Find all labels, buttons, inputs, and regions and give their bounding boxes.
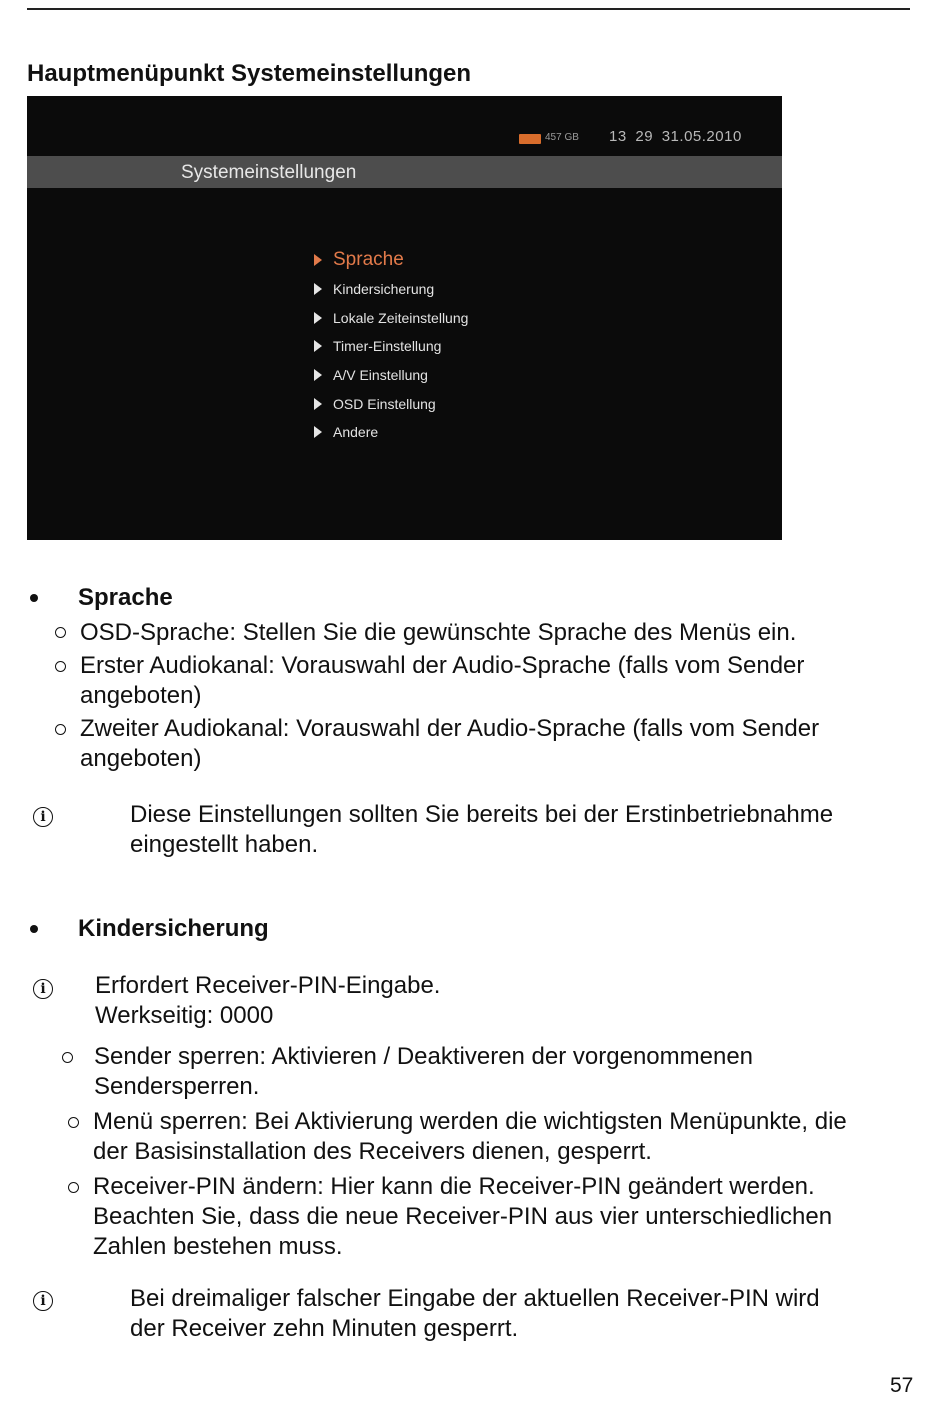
settings-menu	[314, 246, 468, 447]
sub-bullet-icon	[55, 627, 66, 638]
receiver-screenshot	[27, 96, 782, 540]
hdd-icon	[519, 134, 541, 144]
menu-item-osd-einstellung[interactable]	[314, 389, 468, 418]
list-item: Erster Audiokanal: Vorauswahl der Audio-Sprache (falls vom Sender	[80, 652, 805, 679]
arrow-right-icon	[314, 340, 322, 352]
bullet-icon	[30, 594, 38, 602]
page-title: Hauptmenüpunkt Systemeinstellungen	[27, 60, 472, 87]
menu-item-av-einstellung[interactable]	[314, 361, 468, 390]
menu-item-label: OSD Einstellung	[333, 395, 436, 412]
info-icon: i	[33, 979, 53, 999]
menu-item-timer-einstellung[interactable]	[314, 332, 468, 361]
list-item: Menü sperren: Bei Aktivierung werden die wichtigsten Menüpunkte, die	[93, 1108, 847, 1135]
sub-bullet-icon	[68, 1182, 79, 1193]
page-number: 57	[890, 1374, 914, 1397]
arrow-right-icon	[314, 283, 322, 295]
time: 13 29	[609, 128, 654, 145]
menu-item-label: Sprache	[333, 249, 404, 271]
note-text: Erfordert Receiver-PIN-Eingabe.	[95, 972, 441, 999]
sub-bullet-icon	[68, 1117, 79, 1128]
section-heading-sprache: Sprache	[78, 584, 173, 611]
arrow-right-icon	[314, 398, 322, 410]
list-item-continued: der Basisinstallation des Receivers dienen, gesperrt.	[93, 1138, 652, 1165]
top-rule	[27, 8, 910, 10]
menu-item-label: Kindersicherung	[333, 281, 435, 298]
sub-bullet-icon	[55, 724, 66, 735]
info-icon: i	[33, 1291, 53, 1311]
hdd-capacity: 457 GB	[545, 132, 579, 143]
note-text: Bei dreimaliger falscher Eingabe der aktuellen Receiver-PIN wird	[130, 1285, 820, 1312]
list-item: Sender sperren: Aktivieren / Deaktiveren der vorgenommenen	[94, 1043, 754, 1070]
sub-bullet-icon	[55, 661, 66, 672]
list-item-continued: angeboten)	[80, 745, 202, 772]
list-item-continued: Zahlen bestehen muss.	[93, 1233, 343, 1260]
arrow-right-icon	[314, 312, 322, 324]
menu-item-label: Lokale Zeiteinstellung	[333, 309, 469, 326]
menu-item-label: Andere	[333, 424, 379, 441]
info-icon: i	[33, 807, 53, 827]
note-text: Werkseitig: 0000	[95, 1002, 274, 1029]
arrow-right-icon	[314, 426, 322, 438]
arrow-right-icon	[314, 369, 322, 381]
bullet-icon	[30, 925, 38, 933]
menu-item-kindersicherung[interactable]	[314, 275, 468, 304]
menu-item-sprache[interactable]	[314, 246, 468, 275]
list-item: Receiver-PIN ändern: Hier kann die Receiver-PIN geändert werden.	[93, 1173, 815, 1200]
menu-item-lokale-zeiteinstellung[interactable]	[314, 303, 468, 332]
list-item: Zweiter Audiokanal: Vorauswahl der Audio-Sprache (falls vom Sender	[80, 715, 820, 742]
sub-bullet-icon	[62, 1052, 73, 1063]
list-item-continued: angeboten)	[80, 682, 202, 709]
section-heading-kindersicherung: Kindersicherung	[78, 915, 269, 942]
menu-title: Systemeinstellungen	[181, 162, 357, 183]
menu-item-andere[interactable]	[314, 418, 468, 447]
date: 31.05.2010	[661, 128, 742, 145]
clock	[609, 128, 742, 145]
note-text: Diese Einstellungen sollten Sie bereits bei der Erstinbetriebnahme	[130, 801, 834, 828]
note-text: eingestellt haben.	[130, 831, 319, 858]
note-text: der Receiver zehn Minuten gesperrt.	[130, 1315, 519, 1342]
list-item-continued: Beachten Sie, dass die neue Receiver-PIN aus vier unterschiedlichen	[93, 1203, 833, 1230]
arrow-right-icon	[314, 254, 322, 266]
list-item: OSD-Sprache: Stellen Sie die gewünschte Sprache des Menüs ein.	[80, 619, 797, 646]
menu-item-label: Timer-Einstellung	[333, 338, 442, 355]
menu-item-label: A/V Einstellung	[333, 367, 428, 384]
list-item-continued: Sendersperren.	[94, 1073, 260, 1100]
title-bar	[27, 156, 782, 188]
